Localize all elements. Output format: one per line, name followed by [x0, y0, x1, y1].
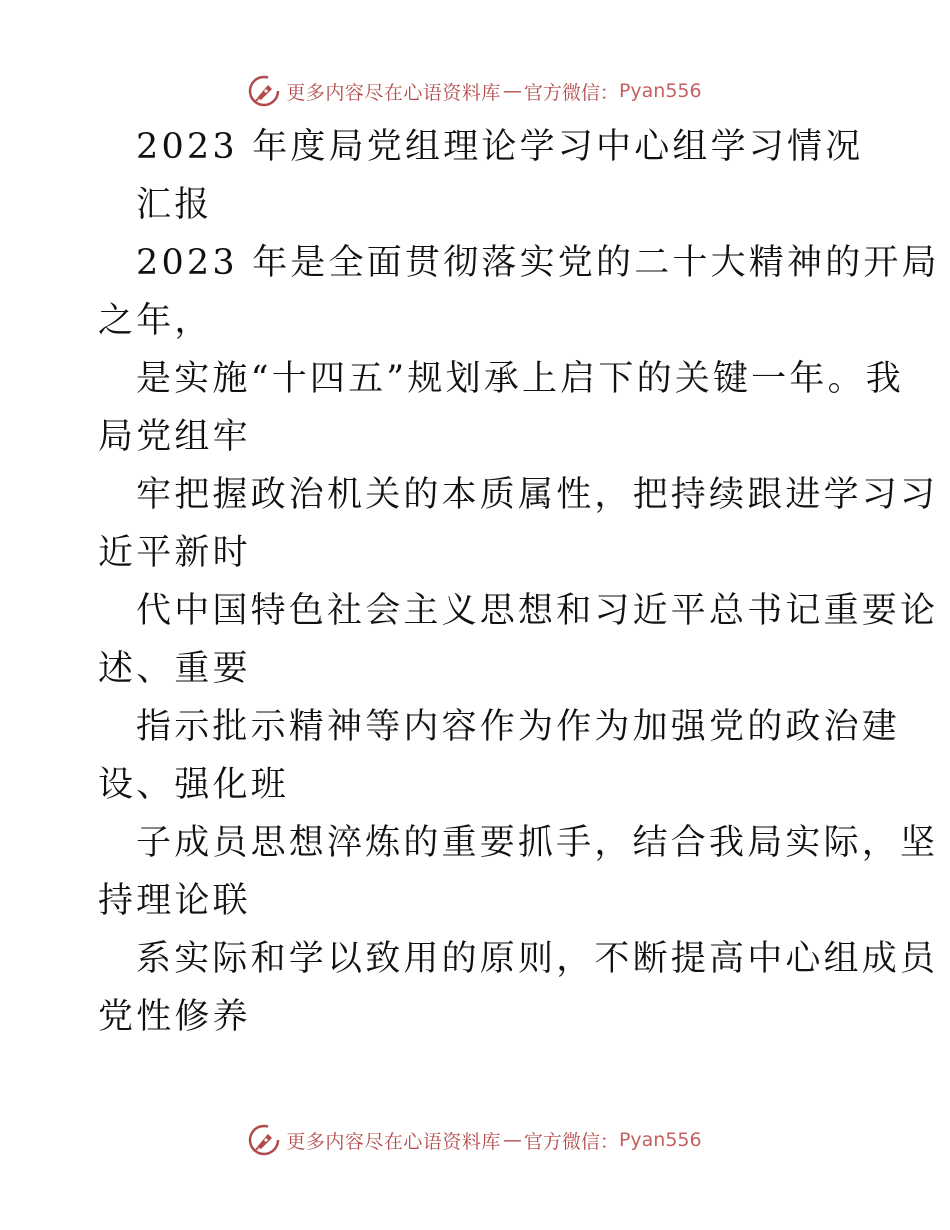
watermark-text: 更多内容尽在心语资料库: [286, 1130, 501, 1153]
watermark-label: 官方微信：: [523, 81, 619, 104]
pen-nib-logo-icon: [248, 1124, 280, 1156]
doc-line: 子成员思想淬炼的重要抓手，结合我局实际，坚: [136, 823, 939, 863]
watermark-text: 更多内容尽在心语资料库: [286, 81, 501, 104]
footer-watermark: [0, 1120, 950, 1160]
doc-line: 系实际和学以致用的原则，不断提高中心组成员: [136, 939, 939, 979]
header-watermark: [0, 71, 950, 111]
doc-line: 之年，: [98, 301, 213, 341]
doc-line: 述、重要: [98, 649, 251, 689]
doc-line: 近平新时: [98, 533, 251, 573]
watermark-account: Pyan556: [618, 1129, 702, 1151]
doc-line: 持理论联: [98, 881, 251, 921]
watermark-account: Pyan556: [618, 80, 702, 102]
doc-line: 指示批示精神等内容作为作为加强党的政治建: [136, 707, 901, 747]
doc-line: 牢把握政治机关的本质属性，把持续跟进学习习: [136, 475, 939, 515]
doc-title-line-1: 2023 年度局党组理论学习中心组学习情况: [136, 127, 864, 167]
doc-line: 代中国特色社会主义思想和习近平总书记重要论: [136, 591, 939, 631]
watermark-separator: —: [502, 80, 522, 102]
doc-line: 设、强化班: [98, 765, 290, 805]
watermark-separator: —: [502, 1129, 522, 1151]
doc-line: 党性修养: [98, 997, 251, 1037]
doc-line: 是实施“十四五”规划承上启下的关键一年。我: [136, 359, 904, 399]
watermark-label: 官方微信：: [523, 1130, 619, 1153]
pen-nib-logo-icon: [248, 75, 280, 107]
doc-line: 局党组牢: [98, 417, 251, 457]
doc-title-line-2: 汇报: [136, 185, 213, 225]
doc-line: 2023 年是全面贯彻落实党的二十大精神的开局: [136, 243, 940, 283]
